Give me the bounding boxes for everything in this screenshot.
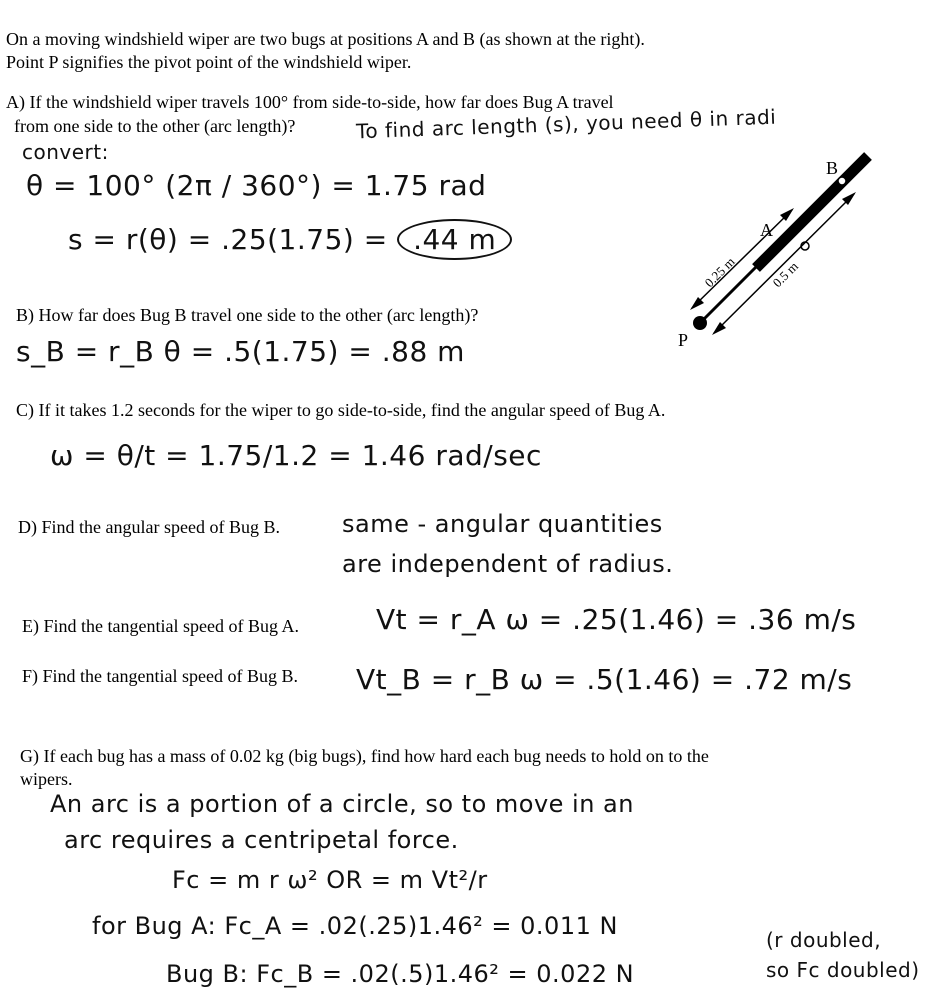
answer-a-s-result: .44 m xyxy=(397,219,512,260)
wiper-diagram xyxy=(664,148,904,358)
question-g-line-1: G) If each bug has a mass of 0.02 kg (big bugs), find how hard each bug needs to hold on to the xyxy=(20,746,709,766)
bug-b-marker xyxy=(838,177,846,185)
answer-a-s-expression: s = r(θ) = .25(1.75) = xyxy=(68,223,388,256)
question-g-line-2: wipers. xyxy=(20,769,73,789)
intro-line-1: On a moving windshield wiper are two bugs at positions A and B (as shown at the right). xyxy=(6,29,645,49)
answer-d-line-2: are independent of radius. xyxy=(342,550,674,578)
question-a-line-1: A) If the windshield wiper travels 100° from side-to-side, how far does Bug A travel xyxy=(6,92,614,112)
dimension-label-b: 0.5 m xyxy=(769,258,802,291)
question-e: E) Find the tangential speed of Bug A. xyxy=(22,616,299,636)
wiper-blade xyxy=(756,156,868,268)
label-p: P xyxy=(678,330,689,350)
answer-g-note-line-1: (r doubled, xyxy=(766,928,882,952)
question-a-line-2: from one side to the other (arc length)? xyxy=(14,116,296,136)
answer-g-line-2: arc requires a centripetal force. xyxy=(64,826,459,854)
answer-a-convert: convert: xyxy=(22,140,109,164)
answer-d-line-1: same - angular quantities xyxy=(342,510,663,538)
label-b: B xyxy=(826,158,839,178)
question-f: F) Find the tangential speed of Bug B. xyxy=(22,666,298,686)
answer-c: ω = θ/t = 1.75/1.2 = 1.46 rad/sec xyxy=(50,439,542,472)
answer-a-note: To find arc length (s), you need θ in radi xyxy=(355,104,777,144)
answer-b: s_B = r_B θ = .5(1.75) = .88 m xyxy=(16,335,465,368)
label-a: A xyxy=(760,220,773,240)
intro-line-2: Point P signifies the pivot point of the windshield wiper. xyxy=(6,52,412,72)
answer-g-line-1: An arc is a portion of a circle, so to move in an xyxy=(50,790,634,818)
question-b: B) How far does Bug B travel one side to the other (arc length)? xyxy=(16,305,479,325)
answer-g-bug-a: for Bug A: Fc_A = .02(.25)1.46² = 0.011 N xyxy=(92,912,618,940)
answer-e: Vt = r_A ω = .25(1.46) = .36 m/s xyxy=(376,603,857,636)
question-d: D) Find the angular speed of Bug B. xyxy=(18,517,280,537)
answer-g-formula: Fc = m r ω² OR = m Vt²/r xyxy=(172,866,488,894)
dimension-arrow-a xyxy=(692,210,792,308)
answer-a-arc-length xyxy=(68,224,512,256)
question-c: C) If it takes 1.2 seconds for the wiper to go side-to-side, find the angular speed of Bug A. xyxy=(16,400,666,420)
answer-g-note-line-2: so Fc doubled) xyxy=(766,958,920,982)
answer-f: Vt_B = r_B ω = .5(1.46) = .72 m/s xyxy=(356,663,853,696)
pivot-point xyxy=(693,316,707,330)
answer-a-theta: θ = 100° (2π / 360°) = 1.75 rad xyxy=(26,169,487,202)
dimension-label-a: 0.25 m xyxy=(701,253,738,291)
answer-g-bug-b: Bug B: Fc_B = .02(.5)1.46² = 0.022 N xyxy=(166,960,635,988)
